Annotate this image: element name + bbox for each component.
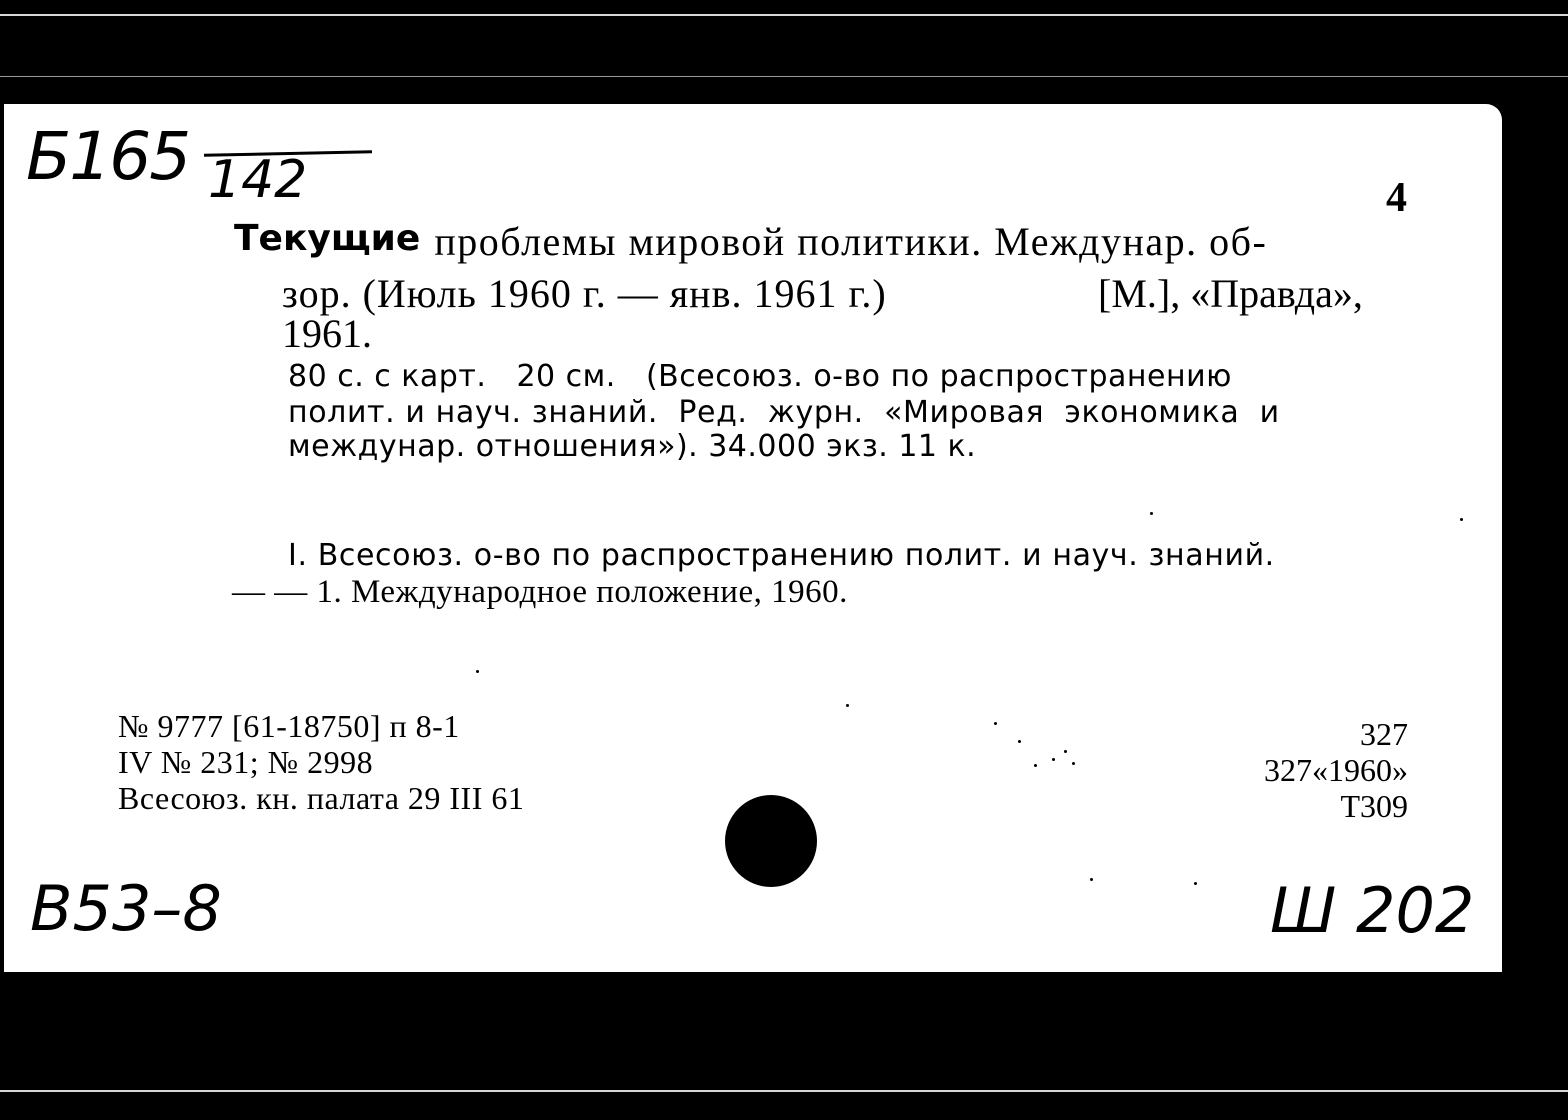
title-line-1-text: проблемы мировой политики. Междунар. об- [434,219,1268,264]
description-line-2: полит. и науч. знаний. Ред. журн. «Мировая экономика и [288,395,1280,430]
punch-hole [725,795,817,887]
scan-speck [1034,764,1037,767]
scan-speck [1150,512,1153,515]
classification-line-1: 327 [1360,716,1408,752]
handwritten-bottom-right: Ш 202 [1270,874,1475,947]
scan-speck [1064,750,1067,753]
scan-speck [994,722,997,725]
title-line-2-left: зор. (Июль 1960 г. — янв. 1961 г.) [282,271,887,316]
scan-speck [1090,878,1093,881]
card-number: 4 [1386,175,1407,221]
scan-speck [1018,740,1021,743]
imprint-line-1: № 9777 [61-18750] п 8-1 [118,708,460,744]
title-line-3: 1961. [282,311,372,356]
handwritten-call-number: Б165 [26,118,190,195]
description-line-1: 80 с. с карт. 20 см. (Всесоюз. о-во по распространению [288,359,1232,394]
tracing-1: I. Всесоюз. о-во по распространению полит. и науч. знаний. [288,538,1275,573]
imprint-line-3: Всесоюз. кн. палата 29 III 61 [118,780,525,816]
handwritten-bottom-left: В53–8 [30,872,222,945]
scan-speck [1194,882,1197,885]
scan-edge-bottom [0,1090,1568,1092]
classification-line-2: 327«1960» [1264,752,1408,788]
catalog-card [4,104,1502,972]
scan-speck [476,670,479,673]
title-line-2-right: [М.], «Правда», [1098,271,1363,316]
scan-speck [846,704,849,707]
tracing-2: — — 1. Международное положение, 1960. [232,574,848,610]
scan-edge-top [0,14,1568,16]
scan-speck [1460,518,1463,521]
handwritten-call-sub: 142 [208,150,308,210]
scan-speck [1052,758,1055,761]
classification-line-3: Т309 [1340,788,1408,824]
scan-speck [1072,762,1075,765]
scan-edge-top-2 [0,76,1568,77]
title-bold-word: Текущие [234,218,421,259]
title-line-1 [234,218,1418,265]
imprint-line-2: IV № 231; № 2998 [118,744,374,780]
description-line-3: междунар. отношения»). 34.000 экз. 11 к. [288,429,977,464]
